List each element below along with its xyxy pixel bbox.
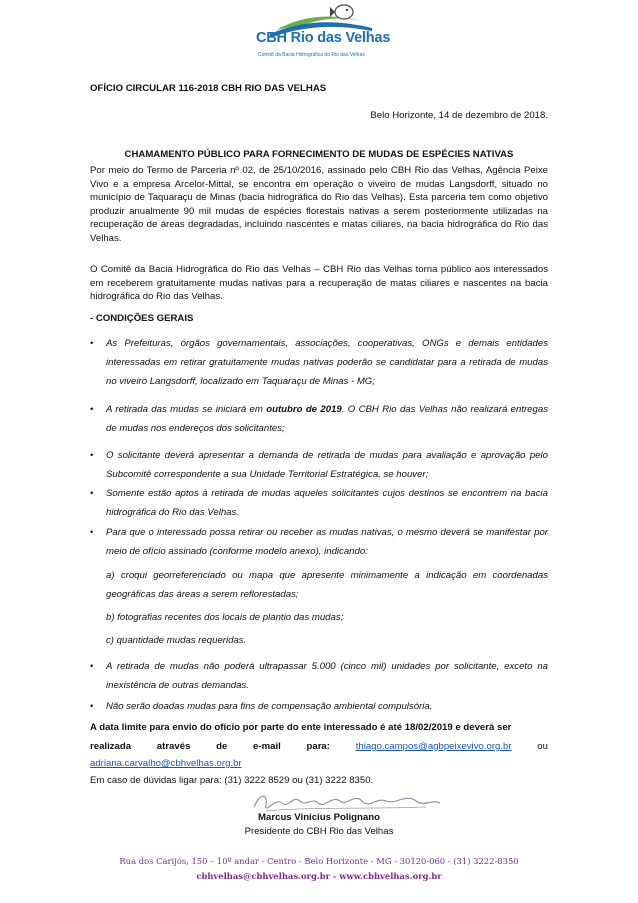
bullet-limit: A retirada de mudas não poderá ultrapassar 5.000 (cinco mil) unidades por solicitante, exceto na inexistência de outras demandas.	[106, 661, 548, 691]
bullet-eligibility: As Prefeituras, órgãos governamentais, associações, cooperativas, ONGs e demais entidades interessadas em retirar gratuitamente mudas nativas poderão se candidatar para a retirada de mudas no viveiro Langsdorff, localizado em Taquaraçu de Minas - MG;	[106, 338, 548, 387]
bullet-marker: •	[90, 661, 94, 672]
deadline-word: através	[156, 741, 191, 752]
logo-subtitle: Comitê da Bacia Hidrográfica do Rio das Velhas	[258, 52, 365, 58]
bullet-marker: •	[90, 404, 94, 415]
signatory-name: Marcus Vinícius Polignano	[258, 812, 380, 823]
bullet-start-post: . O CBH Rio das Velhas não realizará entregas de mudas nos endereços dos solicitantes;	[106, 404, 548, 434]
bullet-basin: Somente estão aptos à retirada de mudas aqueles solicitantes cujos destinos se encontrem na bacia hidrográfica do Rio das Velhas.	[106, 488, 548, 518]
bullet-no-compensation: Não serão doadas mudas para fins de compensação ambiental compulsória.	[106, 701, 433, 712]
logo-title: CBH Rio das Velhas	[256, 30, 391, 46]
sub-item-map: a) croqui georreferenciado ou mapa que apresente minimamente a indicação em coordenadas geográficas das áreas a serem reflorestadas;	[106, 570, 548, 600]
paragraph-partnership: Por meio do Termo de Parceria nº 02, de 25/10/2016, assinado pelo CBH Rio das Velhas, Agência Peixe Vivo e a empresa Arcelor-Mittal, se encontra em operação o viveiro de mudas Langsdorff, situado no município de Taquaraçu de Minas (bacia hidrográfica do Rio das Velhas). Esta parceria tem como objetivo produzir anualmente 90 mil mudas de espécies florestais nativas a serem posteriormente utilizadas na recuperação de áreas degradadas, incluindo nascentes e matas ciliares, na bacia hidrográfica do Rio das Velhas.	[90, 165, 548, 244]
document-subject: CHAMAMENTO PÚBLICO PARA FORNECIMENTO DE MUDAS DE ESPÉCIES NATIVAS	[124, 149, 514, 160]
bullet-marker: •	[90, 701, 94, 712]
section-title: - CONDIÇÕES GERAIS	[90, 313, 194, 324]
bullet-start-bold: outubro de 2019	[266, 404, 342, 415]
bullet-start-pre: A retirada das mudas se iniciará em	[106, 404, 267, 415]
email-link-thiago[interactable]: thiago.campos@agbpeixevivo.org.br	[355, 741, 512, 752]
deadline-word: realizada	[90, 741, 132, 752]
cbh-logo	[246, 0, 396, 72]
bullet-start-date	[106, 400, 548, 438]
deadline-line-3	[90, 754, 548, 773]
document-date: Belo Horizonte, 14 de dezembro de 2018.	[370, 110, 548, 121]
bullet-marker: •	[90, 450, 94, 461]
sub-item-quantity: c) quantidade mudas requeridas.	[106, 635, 247, 646]
signatory-role: Presidente do CBH Rio das Velhas	[244, 826, 394, 837]
deadline-word: para:	[306, 741, 330, 752]
document-reference: OFÍCIO CIRCULAR 116-2018 CBH RIO DAS VELHAS	[90, 83, 327, 94]
deadline-word: e-mail	[253, 741, 281, 752]
email-link-adriana[interactable]: adriana.carvalho@cbhvelhas.org.br	[90, 758, 242, 769]
sub-item-photos: b) fotografias recentes dos locais de plantio das mudas;	[106, 612, 344, 623]
footer-web: cbhvelhas@cbhvelhas.org.br - www.cbhvelhas.org.br	[196, 871, 442, 881]
deadline-word: de	[216, 741, 228, 752]
deadline-line-1: A data limite para envio do ofício por parte do ente interessado é até 18/02/2019 e deverá ser	[90, 722, 512, 733]
bullet-subcommittee: O solicitante deverá apresentar a demanda de retirada de mudas para avaliação e aprovação pelo Subcomitê correspondente a sua Unidade Territorial Estratégica, se houver;	[106, 450, 548, 480]
footer-address: Rua dos Carijós, 150 – 10º andar - Centro - Belo Horizonte - MG - 30120-060 - (31) 3222-8350	[119, 856, 519, 866]
contact-phones: Em caso de dúvidas ligar para: (31) 3222 8529 ou (31) 3222 8350.	[90, 775, 374, 786]
deadline-word-or: ou	[537, 741, 548, 752]
paragraph-announcement: O Comitê da Bacia Hidrográfica do Rio das Velhas – CBH Rio das Velhas torna público aos interessados em receberem gratuitamente mudas nativas para a recuperação de matas ciliares e nascentes na bacia hidrográfica do Rio das Velhas.	[90, 264, 548, 302]
bullet-marker: •	[90, 527, 94, 538]
bullet-marker: •	[90, 488, 94, 499]
bullet-request-letter: Para que o interessado possa retirar ou receber as mudas nativas, o mesmo deverá se manifestar por meio de ofício assinado (conforme modelo anexo), indicando:	[106, 527, 548, 557]
bullet-marker: •	[90, 338, 94, 349]
